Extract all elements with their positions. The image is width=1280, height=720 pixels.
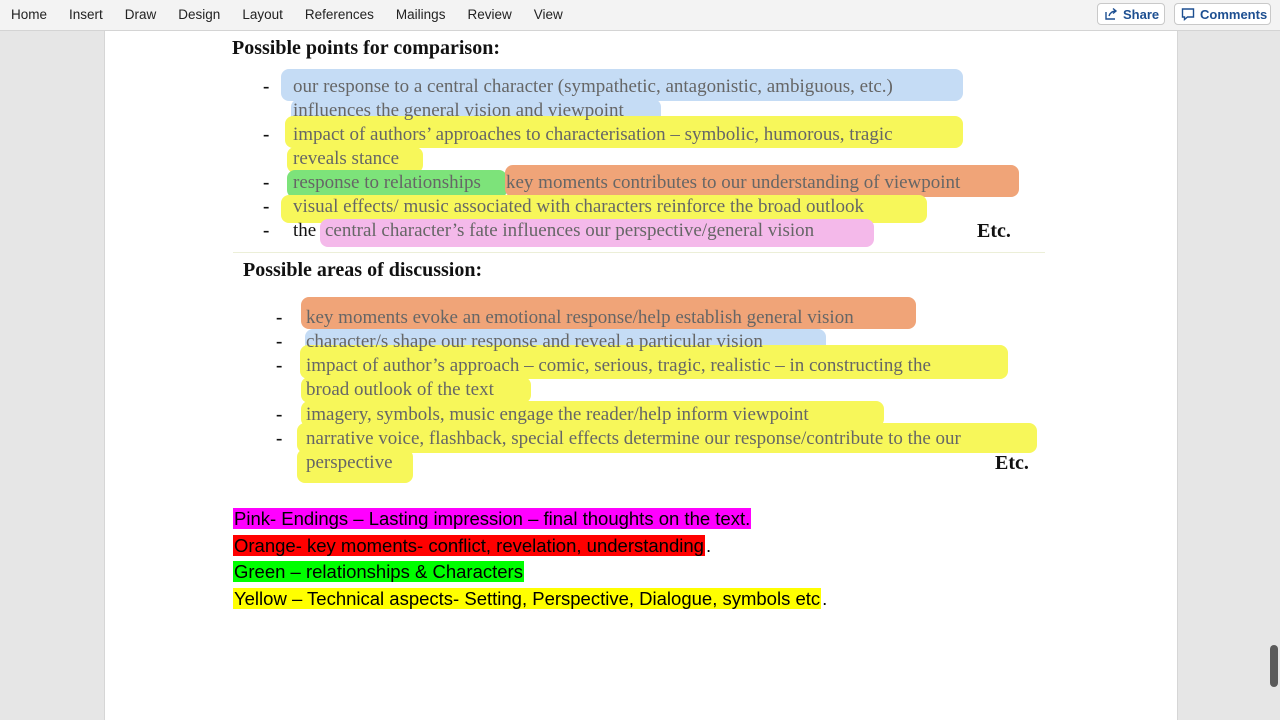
legend-green [233, 559, 526, 585]
bullet: - [263, 124, 270, 145]
bullet: - [276, 404, 283, 425]
tab-review[interactable]: Review [467, 7, 512, 22]
section-divider [233, 252, 1045, 253]
comparison-line: the [293, 220, 317, 241]
tab-draw[interactable]: Draw [124, 7, 157, 22]
share-label: Share [1123, 6, 1160, 22]
comparison-line: reveals stance [293, 148, 400, 169]
bullet: - [276, 331, 283, 352]
share-icon [1104, 7, 1118, 21]
bullet: - [263, 76, 270, 97]
legend-green-suffix [524, 561, 526, 582]
legend-yellow-text: Yellow – Technical aspects- Setting, Perspective, Dialogue, symbols etc [234, 588, 821, 609]
legend-orange-suffix: . [705, 535, 712, 556]
ribbon-tabs [0, 0, 574, 30]
legend-pink-suffix [751, 508, 753, 529]
legend-yellow [233, 586, 828, 612]
discussion-line: imagery, symbols, music engage the reader/help inform viewpoint [306, 404, 809, 425]
share-button[interactable] [1097, 3, 1165, 25]
comparison-line: response to relationships [293, 172, 481, 193]
etc-label: Etc. [995, 452, 1029, 474]
tab-insert[interactable]: Insert [69, 7, 103, 22]
comments-label: Comments [1200, 6, 1268, 22]
document-page[interactable] [104, 31, 1178, 720]
discussion-heading: Possible areas of discussion: [243, 259, 483, 281]
bullet: - [276, 307, 283, 328]
discussion-line: narrative voice, flashback, special effects determine our response/contribute to the our [306, 428, 961, 449]
discussion-line: character/s shape our response and reveal a particular vision [306, 331, 763, 352]
comment-icon [1181, 7, 1195, 21]
tab-mailings[interactable]: Mailings [395, 7, 446, 22]
tab-layout[interactable]: Layout [242, 7, 283, 22]
discussion-line: perspective [306, 452, 393, 473]
comparison-heading: Possible points for comparison: [232, 37, 500, 59]
etc-label: Etc. [977, 220, 1011, 242]
tab-home[interactable]: Home [11, 7, 48, 22]
comparison-line: visual effects/ music associated with characters reinforce the broad outlook [293, 196, 865, 217]
comparison-line: influences the general vision and viewpoint [293, 100, 624, 121]
legend-green-text: Green – relationships & Characters [234, 561, 523, 582]
comparison-line: our response to a central character (sympathetic, antagonistic, ambiguous, etc.) [293, 76, 893, 97]
legend-yellow-suffix: . [822, 588, 828, 609]
discussion-line: key moments evoke an emotional response/help establish general vision [306, 307, 854, 328]
vertical-scrollbar-thumb[interactable] [1270, 645, 1278, 687]
legend-orange [233, 533, 712, 559]
tab-references[interactable]: References [304, 7, 374, 22]
tab-view[interactable]: View [533, 7, 563, 22]
bullet: - [276, 428, 283, 449]
tab-design[interactable]: Design [178, 7, 221, 22]
comparison-line: key moments contributes to our understanding of viewpoint [506, 172, 961, 193]
discussion-line: broad outlook of the text [306, 379, 494, 400]
bullet: - [263, 220, 270, 241]
bullet: - [263, 196, 270, 217]
bullet: - [263, 172, 270, 193]
bullet: - [276, 355, 283, 376]
legend-pink-text: Pink- Endings – Lasting impression – final thoughts on the text. [234, 508, 751, 529]
comments-button[interactable] [1174, 3, 1271, 25]
comparison-line: central character’s fate influences our perspective/general vision [325, 220, 815, 241]
legend-pink [233, 506, 753, 532]
comparison-line: impact of authors’ approaches to characterisation – symbolic, humorous, tragic [293, 124, 893, 145]
ribbon [0, 0, 1280, 31]
discussion-line: impact of author’s approach – comic, serious, tragic, realistic – in constructing the [306, 355, 931, 376]
legend-orange-text: Orange- key moments- conflict, revelation, understanding [234, 535, 704, 556]
